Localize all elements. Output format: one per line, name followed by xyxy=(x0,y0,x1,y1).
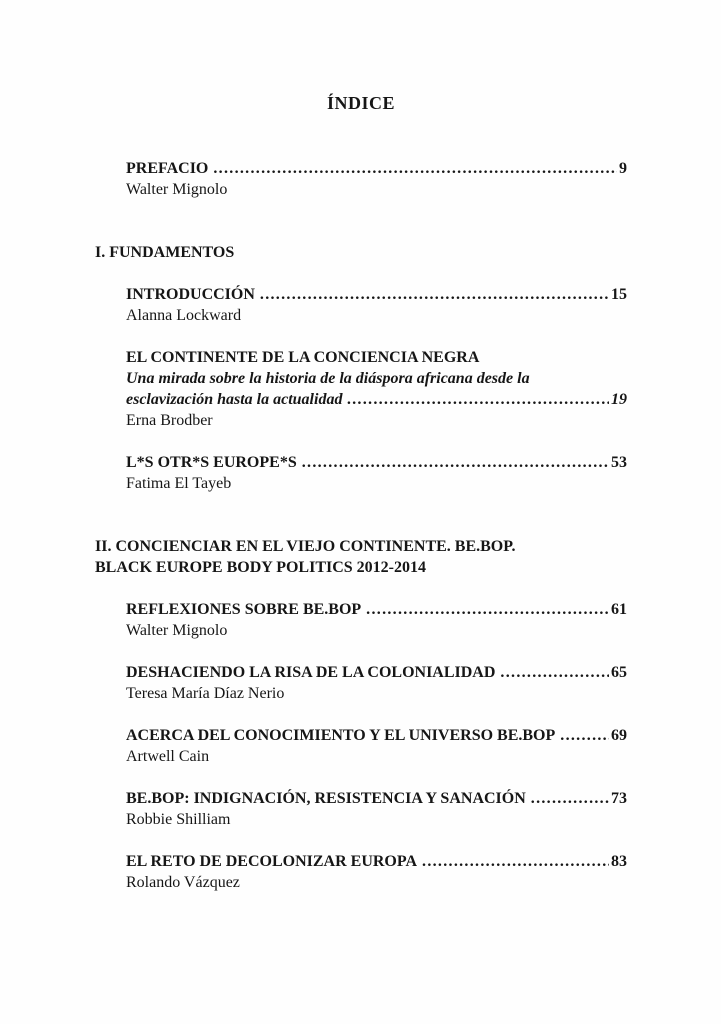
entry-title-line xyxy=(126,158,627,179)
page-number: 15 xyxy=(611,286,627,303)
section-heading-line: I. FUNDAMENTOS xyxy=(95,244,235,261)
page-number: 65 xyxy=(611,664,627,681)
dot-leader xyxy=(302,452,609,473)
entry-subtitle-line xyxy=(126,389,627,410)
entry-author: Alanna Lockward xyxy=(126,307,242,324)
toc-entry xyxy=(126,662,627,704)
dot-leader xyxy=(347,389,609,410)
dot-leader xyxy=(531,788,609,809)
page-number: 19 xyxy=(611,391,627,408)
entry-author: Fatima El Tayeb xyxy=(126,475,232,492)
entry-author: Rolando Vázquez xyxy=(126,874,240,891)
entry-title-line xyxy=(126,599,627,620)
dot-leader xyxy=(500,662,609,683)
entry-title-line xyxy=(126,347,627,368)
entry-title-line xyxy=(126,788,627,809)
entry-author: Walter Mignolo xyxy=(126,622,228,639)
dot-leader xyxy=(560,725,609,746)
entry-title-line xyxy=(126,452,627,473)
toc-entry xyxy=(126,851,627,893)
entry-title: BE.BOP: INDIGNACIÓN, RESISTENCIA Y SANACIÓN xyxy=(126,790,526,807)
section-heading xyxy=(95,242,627,263)
entry-title: REFLEXIONES SOBRE BE.BOP xyxy=(126,601,362,618)
dot-leader xyxy=(422,851,609,872)
entry-title: INTRODUCCIÓN xyxy=(126,286,255,303)
toc-section xyxy=(95,536,627,893)
page-title: ÍNDICE xyxy=(326,93,395,113)
toc-entry xyxy=(126,158,627,200)
entry-subtitle: esclavización hasta la actualidad xyxy=(126,391,343,408)
section-heading xyxy=(95,536,627,578)
entry-title-line xyxy=(126,851,627,872)
toc-entry xyxy=(126,599,627,641)
toc-entry xyxy=(126,788,627,830)
page-number: 61 xyxy=(611,601,627,618)
entry-author: Walter Mignolo xyxy=(126,181,228,198)
entry-author: Robbie Shilliam xyxy=(126,811,231,828)
entry-title: EL CONTINENTE DE LA CONCIENCIA NEGRA xyxy=(126,349,480,366)
page-number: 9 xyxy=(619,160,627,177)
toc-entry xyxy=(126,452,627,494)
entry-subtitle: Una mirada sobre la historia de la diáspora africana desde la xyxy=(126,370,530,387)
entry-title: DESHACIENDO LA RISA DE LA COLONIALIDAD xyxy=(126,664,496,681)
dot-leader xyxy=(260,284,609,305)
section-heading-line: BLACK EUROPE BODY POLITICS 2012-2014 xyxy=(95,559,426,576)
toc-content xyxy=(0,92,721,893)
dot-leader xyxy=(366,599,609,620)
entry-title-line xyxy=(126,284,627,305)
entry-title: EL RETO DE DECOLONIZAR EUROPA xyxy=(126,853,418,870)
dot-leader xyxy=(213,158,617,179)
page-number: 83 xyxy=(611,853,627,870)
entry-title: L*S OTR*S EUROPE*S xyxy=(126,454,297,471)
section-heading-line: II. CONCIENCIAR EN EL VIEJO CONTINENTE. BE.BOP. xyxy=(95,538,516,555)
toc-entry xyxy=(126,347,627,431)
entry-title-line xyxy=(126,725,627,746)
entry-title-line xyxy=(126,662,627,683)
entry-author: Artwell Cain xyxy=(126,748,210,765)
toc-entry xyxy=(126,284,627,326)
entry-subtitle-line xyxy=(126,368,627,389)
entry-title: ACERCA DEL CONOCIMIENTO Y EL UNIVERSO BE.BOP xyxy=(126,727,556,744)
entry-author: Teresa María Díaz Nerio xyxy=(126,685,285,702)
toc-section xyxy=(95,242,627,494)
page-number: 53 xyxy=(611,454,627,471)
page-number: 73 xyxy=(611,790,627,807)
toc-entry xyxy=(126,725,627,767)
page-number: 69 xyxy=(611,727,627,744)
entry-author: Erna Brodber xyxy=(126,412,213,429)
entry-title: PREFACIO xyxy=(126,160,209,177)
